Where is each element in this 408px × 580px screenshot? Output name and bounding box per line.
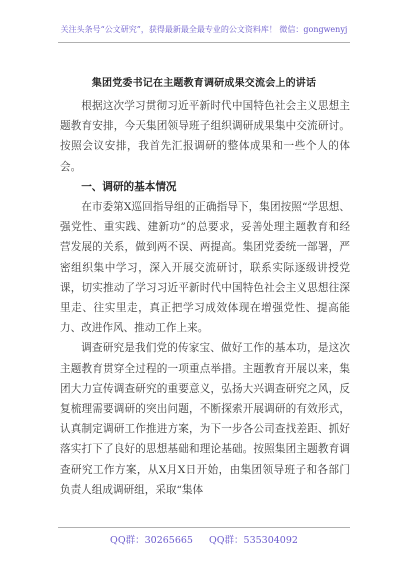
- header-promo-text: 关注头条号“公文研究”，获得最新最全最专业的公文资料库！ 微信：gongwenyj: [60, 25, 348, 34]
- footer-qq-group-1: QQ群：30265665: [110, 535, 193, 546]
- footer: [0, 532, 408, 546]
- footer-divider: [58, 527, 350, 528]
- footer-qq-group-2: QQ群：535304092: [208, 535, 298, 546]
- body-paragraph-2: 调查研究是我们党的传家宝、做好工作的基本功，是这次主题教育贯穿全过程的一项重点举措。主题教育开展以来，集团大力宣传调查研究的重要意义，弘扬大兴调查研究之风，反复梳理需要调研的突出问题，不断探索开展调研的有效形式，认真制定调研工作推进方案，为下一步各公司查找差距、抓好落实打下了良好的思想基础和理论基础。按照集团主题教育调查研究工作方案，从X月X日开始，由集团领导班子和各部门负责人组成调研组，采取“集体: [60, 342, 350, 496]
- section-heading: 一、调研的基本情况: [81, 180, 177, 193]
- header-divider: [58, 42, 350, 43]
- document-body: [60, 96, 350, 500]
- intro-paragraph: 根据这次学习贯彻习近平新时代中国特色社会主义思想主题教育安排，今天集团领导班子组织调研成果集中交流研讨。按照会议安排，我首先汇报调研的整体成果和一些个人的体会。: [60, 100, 350, 173]
- document-title: 集团党委书记在主题教育调研成果交流会上的讲话: [91, 78, 317, 89]
- body-paragraph-1: 在市委第X巡回指导组的正确指导下，集团按照“学思想、强党性、重实践、建新功”的总要求，妥善处理主题教育和经营发展的关系，做到两不误、两提高。集团党委统一部署，严密组织集中学习，深入开展交流研讨，联系实际逐级讲授党课，切实推动了学习习近平新时代中国特色社会主义思想往深里走、往实里走，真正把学习成效体现在增强党性、提高能力、改进作风、推动工作上来。: [60, 201, 350, 335]
